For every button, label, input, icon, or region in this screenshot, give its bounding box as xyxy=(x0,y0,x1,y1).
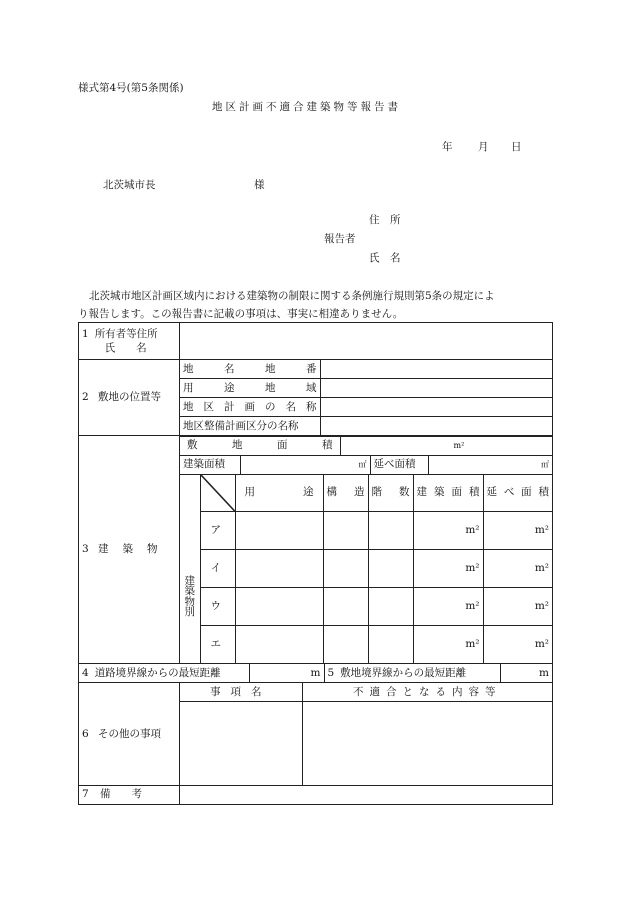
building-structure-field[interactable] xyxy=(323,587,368,625)
site-location-label: 敷地の位置等 xyxy=(98,391,162,404)
floor-area-unit: ㎡ xyxy=(541,460,549,470)
building-id: イ xyxy=(200,549,235,587)
address-label: 住 所 xyxy=(369,214,401,226)
section-number: 3 xyxy=(82,543,89,556)
site-location-label-cell xyxy=(79,360,180,436)
building-label: 建築物 xyxy=(98,543,172,556)
building-floors-field[interactable] xyxy=(368,587,413,625)
remarks-label-cell xyxy=(79,785,180,804)
building-details xyxy=(180,436,553,664)
district-plan-name-field[interactable] xyxy=(320,398,552,417)
road-distance-label: 4 道路境界線からの最短距離 xyxy=(79,664,249,682)
section-other xyxy=(79,683,553,786)
building-area-unit: ㎡ xyxy=(358,460,367,470)
section-number: 7 xyxy=(82,788,89,801)
honorific: 様 xyxy=(254,179,265,191)
section-number: 2 xyxy=(82,391,89,404)
building-floor-area-field[interactable]: m² xyxy=(483,625,552,663)
section-number: 6 xyxy=(82,727,89,740)
per-building-table xyxy=(180,475,552,664)
other-label: その他の事項 xyxy=(98,727,162,740)
section-number: 1 xyxy=(82,328,89,340)
owner-name-label: 氏 名 xyxy=(104,341,147,354)
building-row xyxy=(180,625,552,663)
item-name-field[interactable] xyxy=(180,702,302,785)
building-structure-field[interactable] xyxy=(323,549,368,587)
diagonal-header-cell xyxy=(200,475,235,512)
floors-header: 階 数 xyxy=(371,486,410,499)
building-use-field[interactable] xyxy=(235,625,323,663)
building-area-field[interactable] xyxy=(240,456,370,475)
building-floors-field[interactable] xyxy=(368,549,413,587)
building-floors-field[interactable] xyxy=(368,625,413,663)
site-location-rows xyxy=(180,360,553,436)
site-boundary-distance-unit: m xyxy=(539,666,549,679)
building-id: ウ xyxy=(200,587,235,625)
structure-header: 構 造 xyxy=(326,486,365,499)
building-floors-field[interactable] xyxy=(368,511,413,549)
report-form-table xyxy=(78,322,553,805)
other-details xyxy=(180,683,553,786)
owner-label-cell xyxy=(79,323,180,360)
zoning-label: 用 途 地 域 xyxy=(183,381,317,394)
use-header: 用 途 xyxy=(244,486,314,499)
page-title: 地区計画不適合建築物等報告書 xyxy=(212,101,401,113)
floor-area-header: 延 べ 面 積 xyxy=(486,486,549,499)
site-area-label: 敷 地 面 積 xyxy=(187,439,333,452)
district-division-name-field[interactable] xyxy=(320,417,552,436)
section-owner xyxy=(79,323,553,360)
building-use-field[interactable] xyxy=(235,549,323,587)
date-year-label: 年 xyxy=(442,141,453,153)
content-field[interactable] xyxy=(302,702,552,785)
reporter-label: 報告者 xyxy=(324,233,356,245)
section-building xyxy=(79,436,553,664)
road-distance-unit: m xyxy=(310,666,321,679)
site-boundary-distance-label: 5 敷地境界線からの最短距離 xyxy=(324,664,500,682)
building-area-field[interactable]: m² xyxy=(413,625,483,663)
building-area-field[interactable]: m² xyxy=(413,549,483,587)
district-division-name-label: 地区整備計画区分の名称 xyxy=(180,417,320,436)
content-header: 不適合となる内容等 xyxy=(302,683,552,702)
distances-row xyxy=(79,664,553,683)
by-building-label: 建 築 物 別 xyxy=(180,475,200,664)
site-area-field[interactable] xyxy=(340,437,552,456)
section-site-location xyxy=(79,360,553,436)
building-structure-field[interactable] xyxy=(323,625,368,663)
date-day-label: 日 xyxy=(511,141,522,153)
site-area-unit: m² xyxy=(453,441,465,451)
remarks-field[interactable] xyxy=(180,785,553,804)
lot-number-label: 地 名 地 番 xyxy=(183,362,317,375)
building-floor-area-field[interactable]: m² xyxy=(483,587,552,625)
date-month-label: 月 xyxy=(478,141,489,153)
remarks-label: 備 考 xyxy=(100,788,143,801)
section-remarks xyxy=(79,785,553,804)
owner-address-label: 所有者等住所 xyxy=(94,328,158,340)
addressee: 北茨城市長 xyxy=(103,179,156,191)
floor-area-field[interactable] xyxy=(428,456,552,475)
building-floor-area-field[interactable]: m² xyxy=(483,511,552,549)
building-area-label: 建築面積 xyxy=(180,456,240,475)
name-label: 氏 名 xyxy=(369,252,401,264)
building-area-field[interactable]: m² xyxy=(413,511,483,549)
building-row xyxy=(180,511,552,549)
item-name-header: 事項名 xyxy=(180,683,302,702)
building-floor-area-field[interactable]: m² xyxy=(483,549,552,587)
floor-area-label: 延べ面積 xyxy=(370,456,428,475)
intro-text-line2: り報告します。この報告書に記載の事項は、事実に相違ありません。 xyxy=(78,308,404,320)
zoning-field[interactable] xyxy=(320,379,552,398)
building-area-field[interactable]: m² xyxy=(413,587,483,625)
building-row xyxy=(180,587,552,625)
building-use-field[interactable] xyxy=(235,511,323,549)
building-id: ア xyxy=(200,511,235,549)
building-label-cell xyxy=(79,436,180,664)
form-number: 様式第4号(第5条関係) xyxy=(78,82,184,94)
building-use-field[interactable] xyxy=(235,587,323,625)
other-label-cell xyxy=(79,683,180,786)
section-distances xyxy=(79,664,553,683)
building-id: エ xyxy=(200,625,235,663)
building-row xyxy=(180,549,552,587)
lot-number-field[interactable] xyxy=(320,360,552,379)
building-area-header: 建 築 面 積 xyxy=(416,486,480,499)
road-distance-field[interactable] xyxy=(249,664,324,682)
site-boundary-distance-field[interactable] xyxy=(500,664,552,682)
district-plan-name-label: 地 区 計 画 の 名 称 xyxy=(183,400,317,413)
owner-value-field[interactable] xyxy=(180,323,553,360)
intro-text-line1: 北茨城市地区計画区域内における建築物の制限に関する条例施行規則第5条の規定によ xyxy=(89,290,495,302)
building-structure-field[interactable] xyxy=(323,511,368,549)
